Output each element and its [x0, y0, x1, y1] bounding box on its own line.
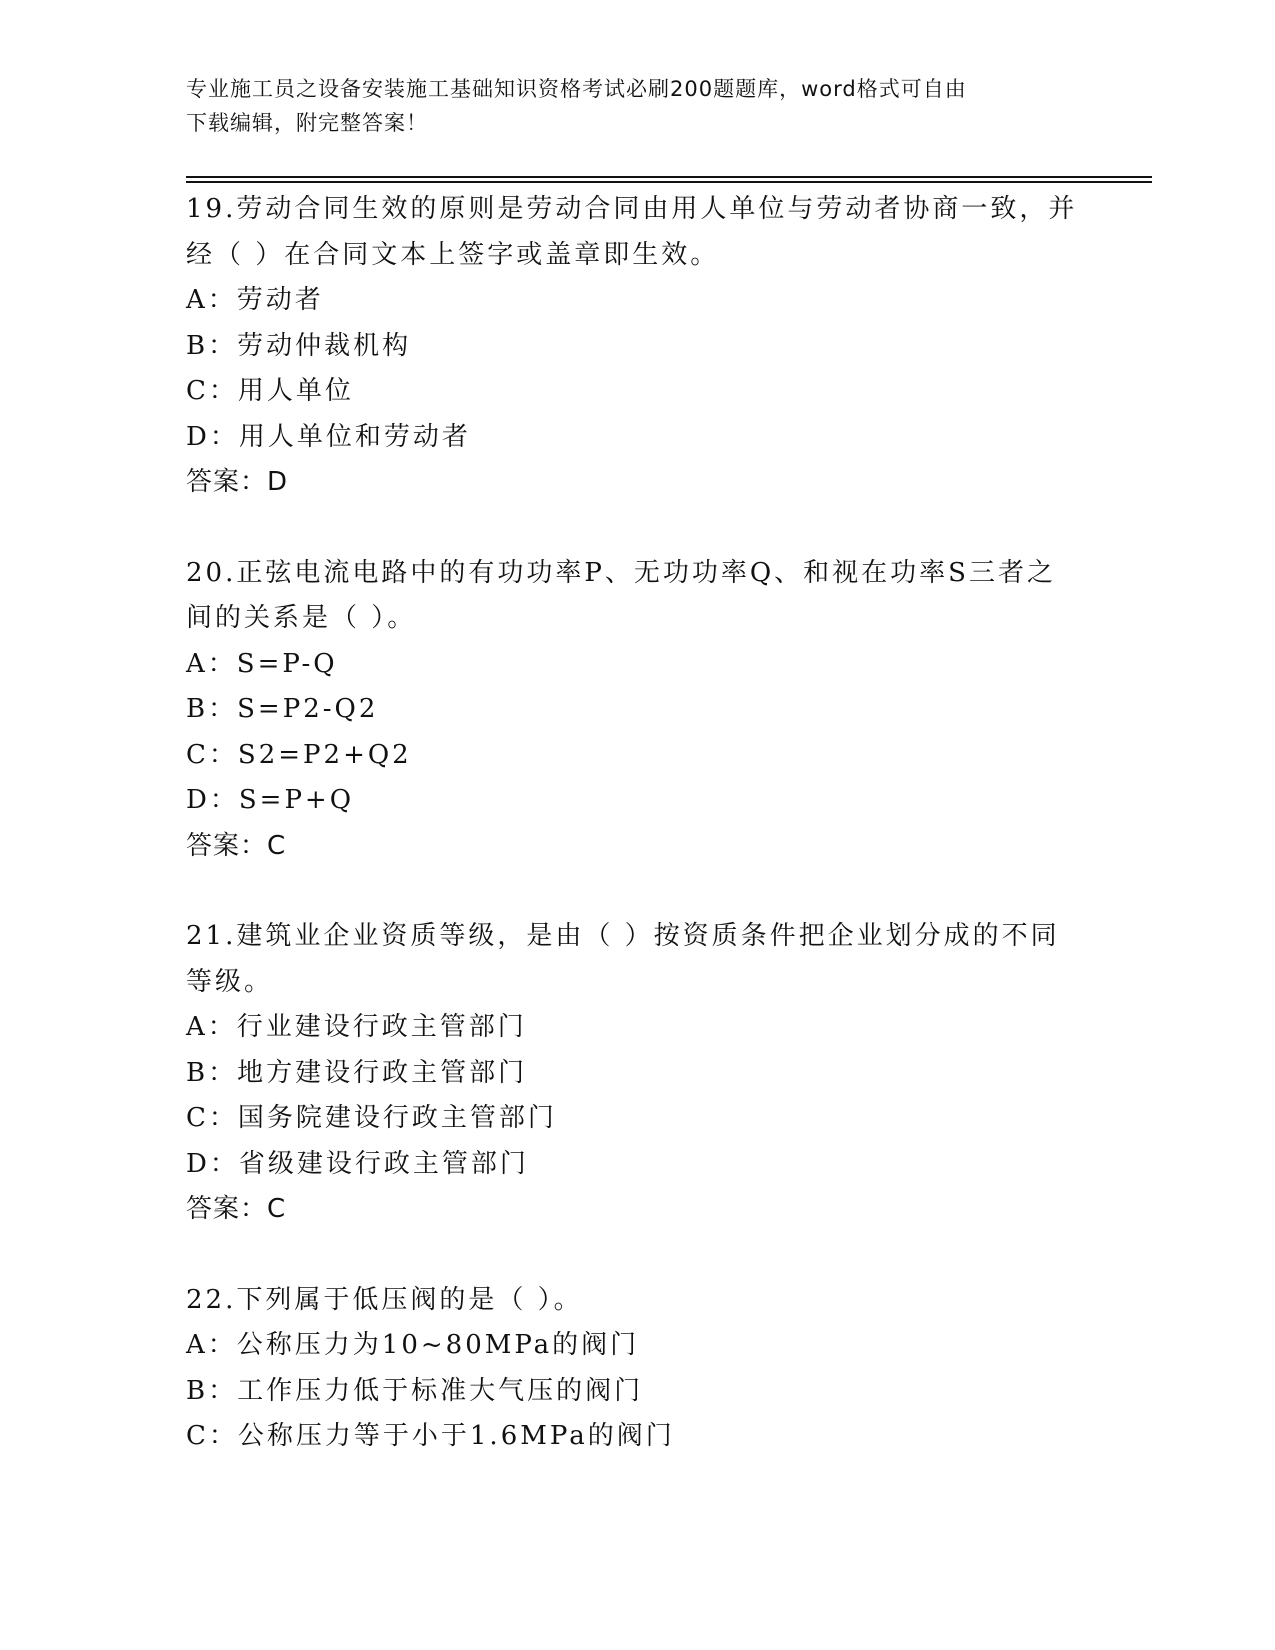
question-stem: 22.下列属于低压阀的是（ ）。 — [186, 1284, 583, 1315]
question-stem: 21.建筑业企业资质等级，是由（ ）按资质条件把企业划分成的不同 — [186, 921, 1060, 951]
question-stem-continued: 经（ ）在合同文本上签字或盖章即生效。 — [186, 239, 720, 270]
question-22 — [186, 1278, 1086, 1460]
option-c: C：S2=P2+Q2 — [186, 739, 412, 770]
option-b: B：劳动仲裁机构 — [186, 330, 412, 361]
option-a: A：劳动者 — [186, 285, 324, 315]
header-title-line-2: 下载编辑，附完整答案！ — [186, 111, 428, 135]
answer: 答案：C — [186, 830, 287, 861]
option-d: D：S=P+Q — [186, 785, 355, 815]
option-d: D：省级建设行政主管部门 — [186, 1148, 529, 1179]
option-a: A：公称压力为10~80MPa的阀门 — [186, 1330, 640, 1360]
option-b: B：S=P2-Q2 — [186, 694, 379, 724]
option-c: C：用人单位 — [186, 376, 354, 406]
option-c: C：国务院建设行政主管部门 — [186, 1103, 557, 1133]
question-19 — [186, 187, 1086, 506]
document-header — [186, 72, 1066, 140]
question-stem: 20.正弦电流电路中的有功功率P、无功功率Q、和视在功率S三者之 — [186, 557, 1056, 588]
option-a: A：行业建设行政主管部门 — [186, 1012, 527, 1042]
question-list — [186, 187, 1086, 1505]
header-divider-top — [186, 176, 1152, 178]
header-divider-bottom — [186, 181, 1152, 183]
question-stem-continued: 间的关系是（ ）。 — [186, 603, 417, 633]
header-title-line-1: 专业施工员之设备安装施工基础知识资格考试必刷200题题库，word格式可自由 — [186, 77, 967, 101]
option-d: D：用人单位和劳动者 — [186, 421, 471, 452]
answer: 答案：C — [186, 1194, 287, 1224]
question-stem-continued: 等级。 — [186, 966, 274, 997]
question-21 — [186, 914, 1086, 1233]
question-stem: 19.劳动合同生效的原则是劳动合同由用人单位与劳动者协商一致，并 — [186, 194, 1078, 224]
option-b: B：工作压力低于标准大气压的阀门 — [186, 1375, 644, 1406]
option-a: A：S=P-Q — [186, 648, 338, 679]
option-b: B：地方建设行政主管部门 — [186, 1057, 528, 1088]
answer: 答案：D — [186, 467, 289, 497]
question-20 — [186, 551, 1086, 870]
option-c: C：公称压力等于小于1.6MPa的阀门 — [186, 1421, 675, 1451]
